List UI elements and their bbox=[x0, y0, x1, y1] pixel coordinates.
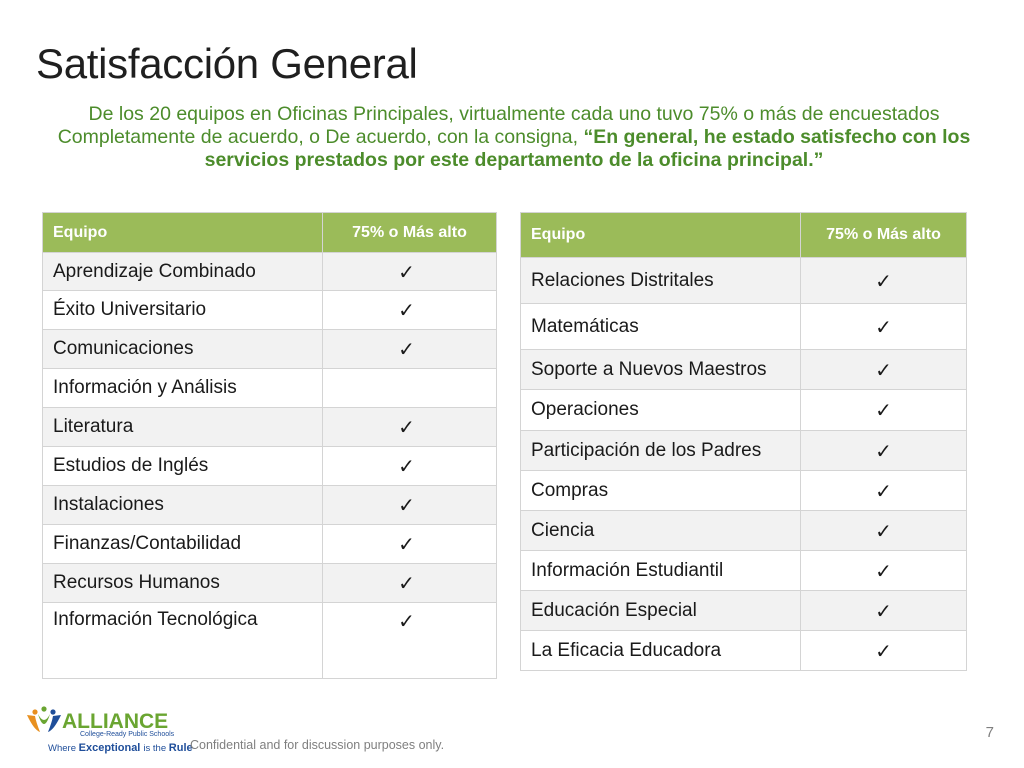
team-name: Éxito Universitario bbox=[43, 291, 323, 330]
checkmark-icon: ✓ bbox=[323, 564, 497, 603]
team-name: Educación Especial bbox=[521, 591, 801, 631]
table-row bbox=[43, 330, 497, 369]
header-75-percent: 75% o Más alto bbox=[323, 213, 497, 253]
svg-text:ALLIANCE: ALLIANCE bbox=[62, 710, 169, 733]
team-name: Relaciones Distritales bbox=[521, 258, 801, 304]
table-row bbox=[43, 447, 497, 486]
checkmark-icon: ✓ bbox=[801, 631, 967, 671]
subtitle-text: De los 20 equipos en Oficinas Principales, virtualmente cada uno tuvo 75% o más de encuestados Completamente de acuerdo, o De acuerdo, con la consigna, bbox=[57, 103, 940, 148]
slide-subtitle bbox=[40, 103, 988, 172]
header-equipo: Equipo bbox=[521, 213, 801, 258]
slide-title: Satisfacción General bbox=[36, 40, 418, 87]
table-row bbox=[521, 551, 967, 591]
table-row bbox=[521, 431, 967, 471]
svg-text:College-Ready Public Schools: College-Ready Public Schools bbox=[80, 731, 175, 738]
checkmark-icon: ✓ bbox=[801, 390, 967, 431]
subtitle-quote: “En general, he estado satisfecho con los servicios prestados por este departamento de la oficina principal.” bbox=[204, 126, 971, 171]
checkmark-icon: ✓ bbox=[801, 258, 967, 304]
checkmark-icon: ✓ bbox=[801, 591, 967, 631]
table-row bbox=[43, 291, 497, 330]
table-row bbox=[43, 603, 497, 679]
team-name: Matemáticas bbox=[521, 304, 801, 350]
table-row bbox=[521, 258, 967, 304]
svg-text:Where Exceptional: Where Exceptional is the Rule bbox=[48, 742, 193, 754]
team-name: Compras bbox=[521, 471, 801, 511]
team-name: La Eficacia Educadora bbox=[521, 631, 801, 671]
table-row bbox=[43, 369, 497, 408]
team-name: Información Estudiantil bbox=[521, 551, 801, 591]
header-75-percent: 75% o Más alto bbox=[801, 213, 967, 258]
table-row bbox=[521, 390, 967, 431]
confidential-footnote: Confidential and for discussion purposes only. bbox=[190, 738, 445, 752]
checkmark-icon: ✓ bbox=[323, 447, 497, 486]
checkmark-icon: ✓ bbox=[323, 291, 497, 330]
team-name: Ciencia bbox=[521, 511, 801, 551]
table-row bbox=[521, 304, 967, 350]
checkmark-icon: ✓ bbox=[801, 471, 967, 511]
checkmark-icon: ✓ bbox=[323, 408, 497, 447]
team-name: Recursos Humanos bbox=[43, 564, 323, 603]
checkmark-icon: ✓ bbox=[801, 350, 967, 390]
checkmark-icon: ✓ bbox=[323, 486, 497, 525]
team-name: Soporte a Nuevos Maestros bbox=[521, 350, 801, 390]
checkmark-icon: ✓ bbox=[323, 525, 497, 564]
team-name: Operaciones bbox=[521, 390, 801, 431]
table-header-row bbox=[521, 213, 967, 258]
team-name: Literatura bbox=[43, 408, 323, 447]
checkmark-icon: ✓ bbox=[801, 304, 967, 350]
team-name: Participación de los Padres bbox=[521, 431, 801, 471]
table-row bbox=[521, 591, 967, 631]
team-name: Finanzas/Contabilidad bbox=[43, 525, 323, 564]
team-name: Información Tecnológica bbox=[43, 603, 323, 679]
teams-table-left bbox=[42, 212, 497, 679]
table-row bbox=[43, 408, 497, 447]
checkmark-icon: ✓ bbox=[801, 551, 967, 591]
checkmark-icon: ✓ bbox=[323, 603, 497, 679]
table-row bbox=[521, 631, 967, 671]
table-header-row bbox=[43, 213, 497, 253]
checkmark-icon: ✓ bbox=[801, 511, 967, 551]
table-row bbox=[43, 525, 497, 564]
team-name: Aprendizaje Combinado bbox=[43, 253, 323, 291]
table-row bbox=[43, 564, 497, 603]
team-name: Instalaciones bbox=[43, 486, 323, 525]
checkmark-icon: ✓ bbox=[323, 253, 497, 291]
team-name: Comunicaciones bbox=[43, 330, 323, 369]
checkmark-icon: ✓ bbox=[323, 330, 497, 369]
alliance-logo bbox=[24, 706, 193, 756]
table-row bbox=[521, 471, 967, 511]
team-name: Estudios de Inglés bbox=[43, 447, 323, 486]
table-row bbox=[43, 253, 497, 291]
table-row bbox=[521, 350, 967, 390]
checkmark-icon: ✓ bbox=[801, 431, 967, 471]
checkmark-icon bbox=[323, 369, 497, 408]
table-row bbox=[521, 511, 967, 551]
header-equipo: Equipo bbox=[43, 213, 323, 253]
page-number: 7 bbox=[985, 724, 994, 741]
alliance-logo-mark bbox=[24, 706, 193, 756]
team-name: Información y Análisis bbox=[43, 369, 323, 408]
teams-table-right bbox=[520, 212, 967, 671]
table-row bbox=[43, 486, 497, 525]
